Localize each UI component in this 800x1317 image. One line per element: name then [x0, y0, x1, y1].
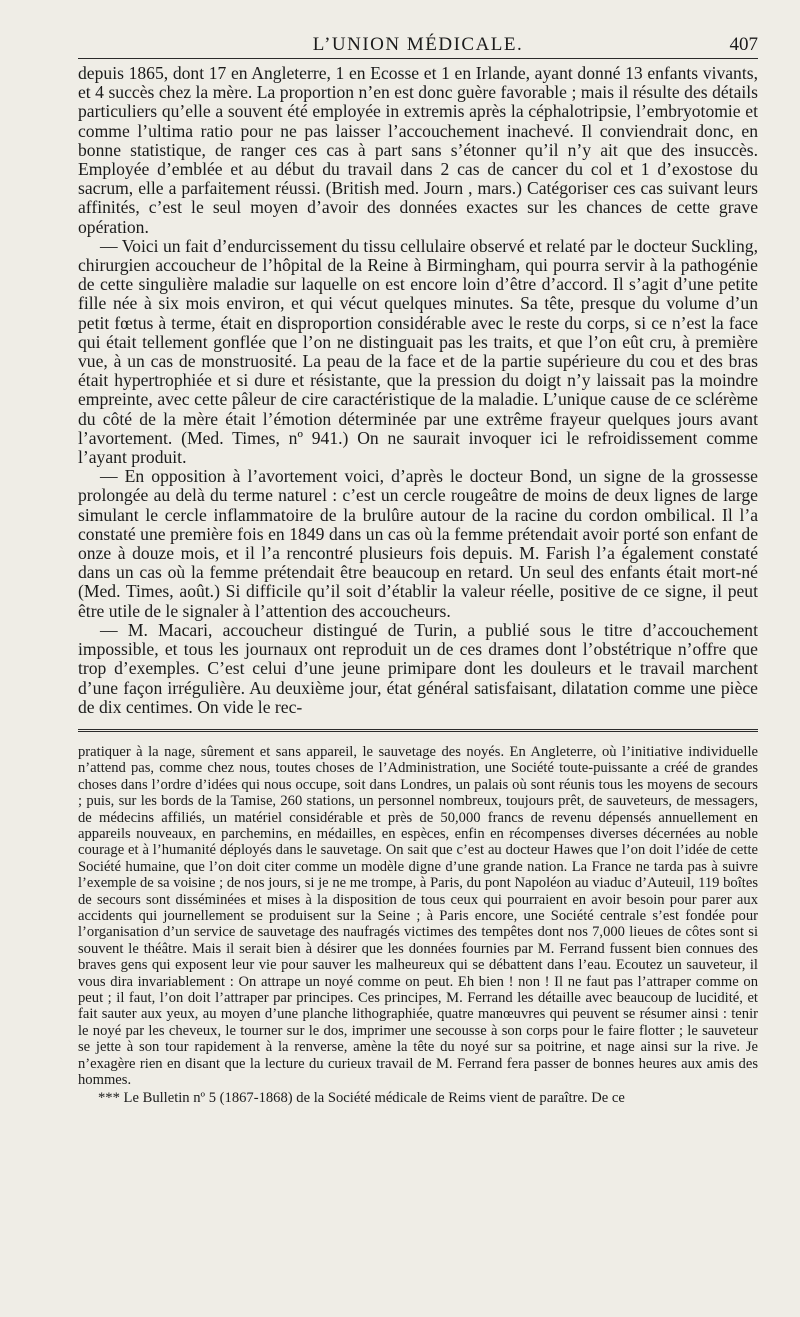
running-title: L’UNION MÉDICALE.	[312, 34, 524, 55]
page-number: 407	[729, 34, 758, 55]
main-text	[78, 64, 758, 717]
footnote-paragraph: pratiquer à la nage, sûrement et sans appareil, le sauvetage des noyés. En Angleterre, où l’initiative individuelle n’attend pas, comme chez nous, toutes choses de l’Administration, une Société toute-puissante a créé de grandes choses dans l’ordre d’idées qui nous occupe, soit dans Londres, un palais où sont réunis tous les moyens de secours ; puis, sur les bords de la Tamise, 260 stations, un personnel nombreux, toujours prêt, de sauveteurs, de messagers, de médecins affiliés, un matériel considérable et près de 50,000 francs de revenu dépensés annuellement en appareils nouveaux, en parchemins, en médailles, en espèces, enfin en récompenses diverses décernées au noble courage et à l’humanité déployés dans le sauvetage. On sait que c’est au docteur Hawes que l’on doit l’idée de cette Société humaine, que l’on doit citer comme un modèle digne d’une grande nation. La France ne tarda pas à suivre l’exemple de sa voisine ; de nos jours, si je ne me trompe, à Paris, du pont Napoléon au viaduc d’Auteuil, 119 boîtes de secours sont disséminées et mises à la disposition de tous ceux qui pourraient en avoir besoin pour parer aux accidents qui journellement se produisent sur la Seine ; à Paris encore, une Société centrale s’est fondée pour l’organisation d’un service de sauvetage des naufragés victimes des tempêtes dont nos 7,000 lieues de côtes sont si souvent le théâtre. Mais il serait bien à désirer que les données fournies par M. Ferrand fussent bien connues des braves gens qui exposent leur vie pour sauver les malheureux qui se débattent dans l’eau. Ecoutez un sauveteur, il vous dira invariablement : On attrape un noyé comme on peut. Eh bien ! non ! Il ne faut pas l’attraper comme on peut ; il faut, l’on doit l’attraper par principes. Ces principes, M. Ferrand les détaille avec beaucoup de lucidité, et fait sauter aux yeux, au moyen d’une planche lithographiée, quatre manœuvres qui peuvent se résumer ainsi : tenir le noyé par les cheveux, le tourner sur le dos, imprimer une secousse à son corps pour le faire flotter ; le sauveteur se jette à son tour rapidement à la renverse, amène la tête du noyé sur sa poitrine, et nage ainsi sur la rive. Je n’exagère rien en disant que la lecture du curieux travail de M. Ferrand fera passer de bonnes heures aux amis des hommes.	[78, 743, 758, 1089]
paragraph: — En opposition à l’avortement voici, d’après le docteur Bond, un signe de la grossesse prolongée au delà du terme naturel : c’est un cercle rougeâtre de moins de deux lignes de large simulant le cercle inflammatoire de la brulûre autour de la racine du cordon ombilical. Il l’a constaté une première fois en 1849 dans un cas où la femme prétendait avoir porté son enfant de onze à douze mois, et il l’a rencontré plusieurs fois depuis. M. Farish l’a également constaté dans un cas où la femme prétendait être beaucoup en retard. Un seul des enfants était mort-né (Med. Times, août.) Si difficile qu’il soit d’établir la valeur réelle, positive de ce signe, il peut être utile de le signaler à l’attention des accoucheurs.	[78, 466, 758, 621]
footnote-separator	[78, 729, 758, 734]
paragraph: — Voici un fait d’endurcissement du tissu cellulaire observé et relaté par le docteur Suckling, chirurgien accoucheur de l’hôpital de la Reine à Birmingham, qui pourra servir à la pathogénie de cette singulière maladie sur laquelle on est encore loin d’être d’accord. Il s’agit d’une petite fille née à six mois environ, et qui vécut quelques minutes. Sa tête, presque du volume d’un petit fœtus à terme, était en disproportion considérable avec le reste du corps, si ce n’est la face qui était tellement gonflée que l’on ne distinguait pas les traits, et que l’on eût cru, à première vue, à un cas de monstruosité. La peau de la face et de la partie supérieure du cou et des bras était hypertrophiée et si dure et résistante, que la pression du doigt n’y laissait pas la moindre empreinte, avec cette pâleur de cire caractéristique de la maladie. L’unique cause de ce sclérème du côté de la mère était l’émotion déterminée par une extrême frayeur quelques jours avant l’avortement. (Med. Times, nº 941.) On ne saurait invoquer ici le refroidissement comme l’ayant produit.	[78, 235, 758, 468]
paragraph: — M. Macari, accoucheur distingué de Turin, a publié sous le titre d’accouchement impossible, et tous les journaux ont reproduit un de ces drames dont l’obstétrique n’offre que trop d’exemples. C’est celui d’une jeune primipare dont les douleurs et le travail marchent d’une façon irrégulière. Au deuxième jour, état général satisfaisant, dilatation comme une pièce de dix centimes. On vide le rec-	[78, 619, 758, 717]
footnote-paragraph: *** Le Bulletin nº 5 (1867-1868) de la Société médicale de Reims vient de paraître. De ce	[98, 1090, 625, 1107]
paragraph: depuis 1865, dont 17 en Angleterre, 1 en Ecosse et 1 en Irlande, ayant donné 13 enfants vivants, et 4 succès chez la mère. La proportion n’en est donc guère favorable ; mais il résulte des détails particuliers qu’elle a souvent été employée in extremis après la céphalotripsie, l’embryotomie et comme l’ultima ratio pour ne pas laisser l’accouchement inachevé. Il conviendrait donc, en bonne statistique, de ranger ces cas à part sans s’étonner qu’il n’y ait que des insuccès. Employée d’emblée et au début du travail dans 2 cas de cancer du col et 1 d’exostose du sacrum, elle a parfaitement réussi. (British med. Journ , mars.) Catégoriser ces cas suivant leurs affinités, c’est le seul moyen d’avoir des données exactes sur les chances de cette grave opération.	[78, 63, 758, 237]
page-header	[78, 0, 758, 58]
footnote	[78, 744, 758, 1107]
header-rule	[78, 58, 758, 59]
